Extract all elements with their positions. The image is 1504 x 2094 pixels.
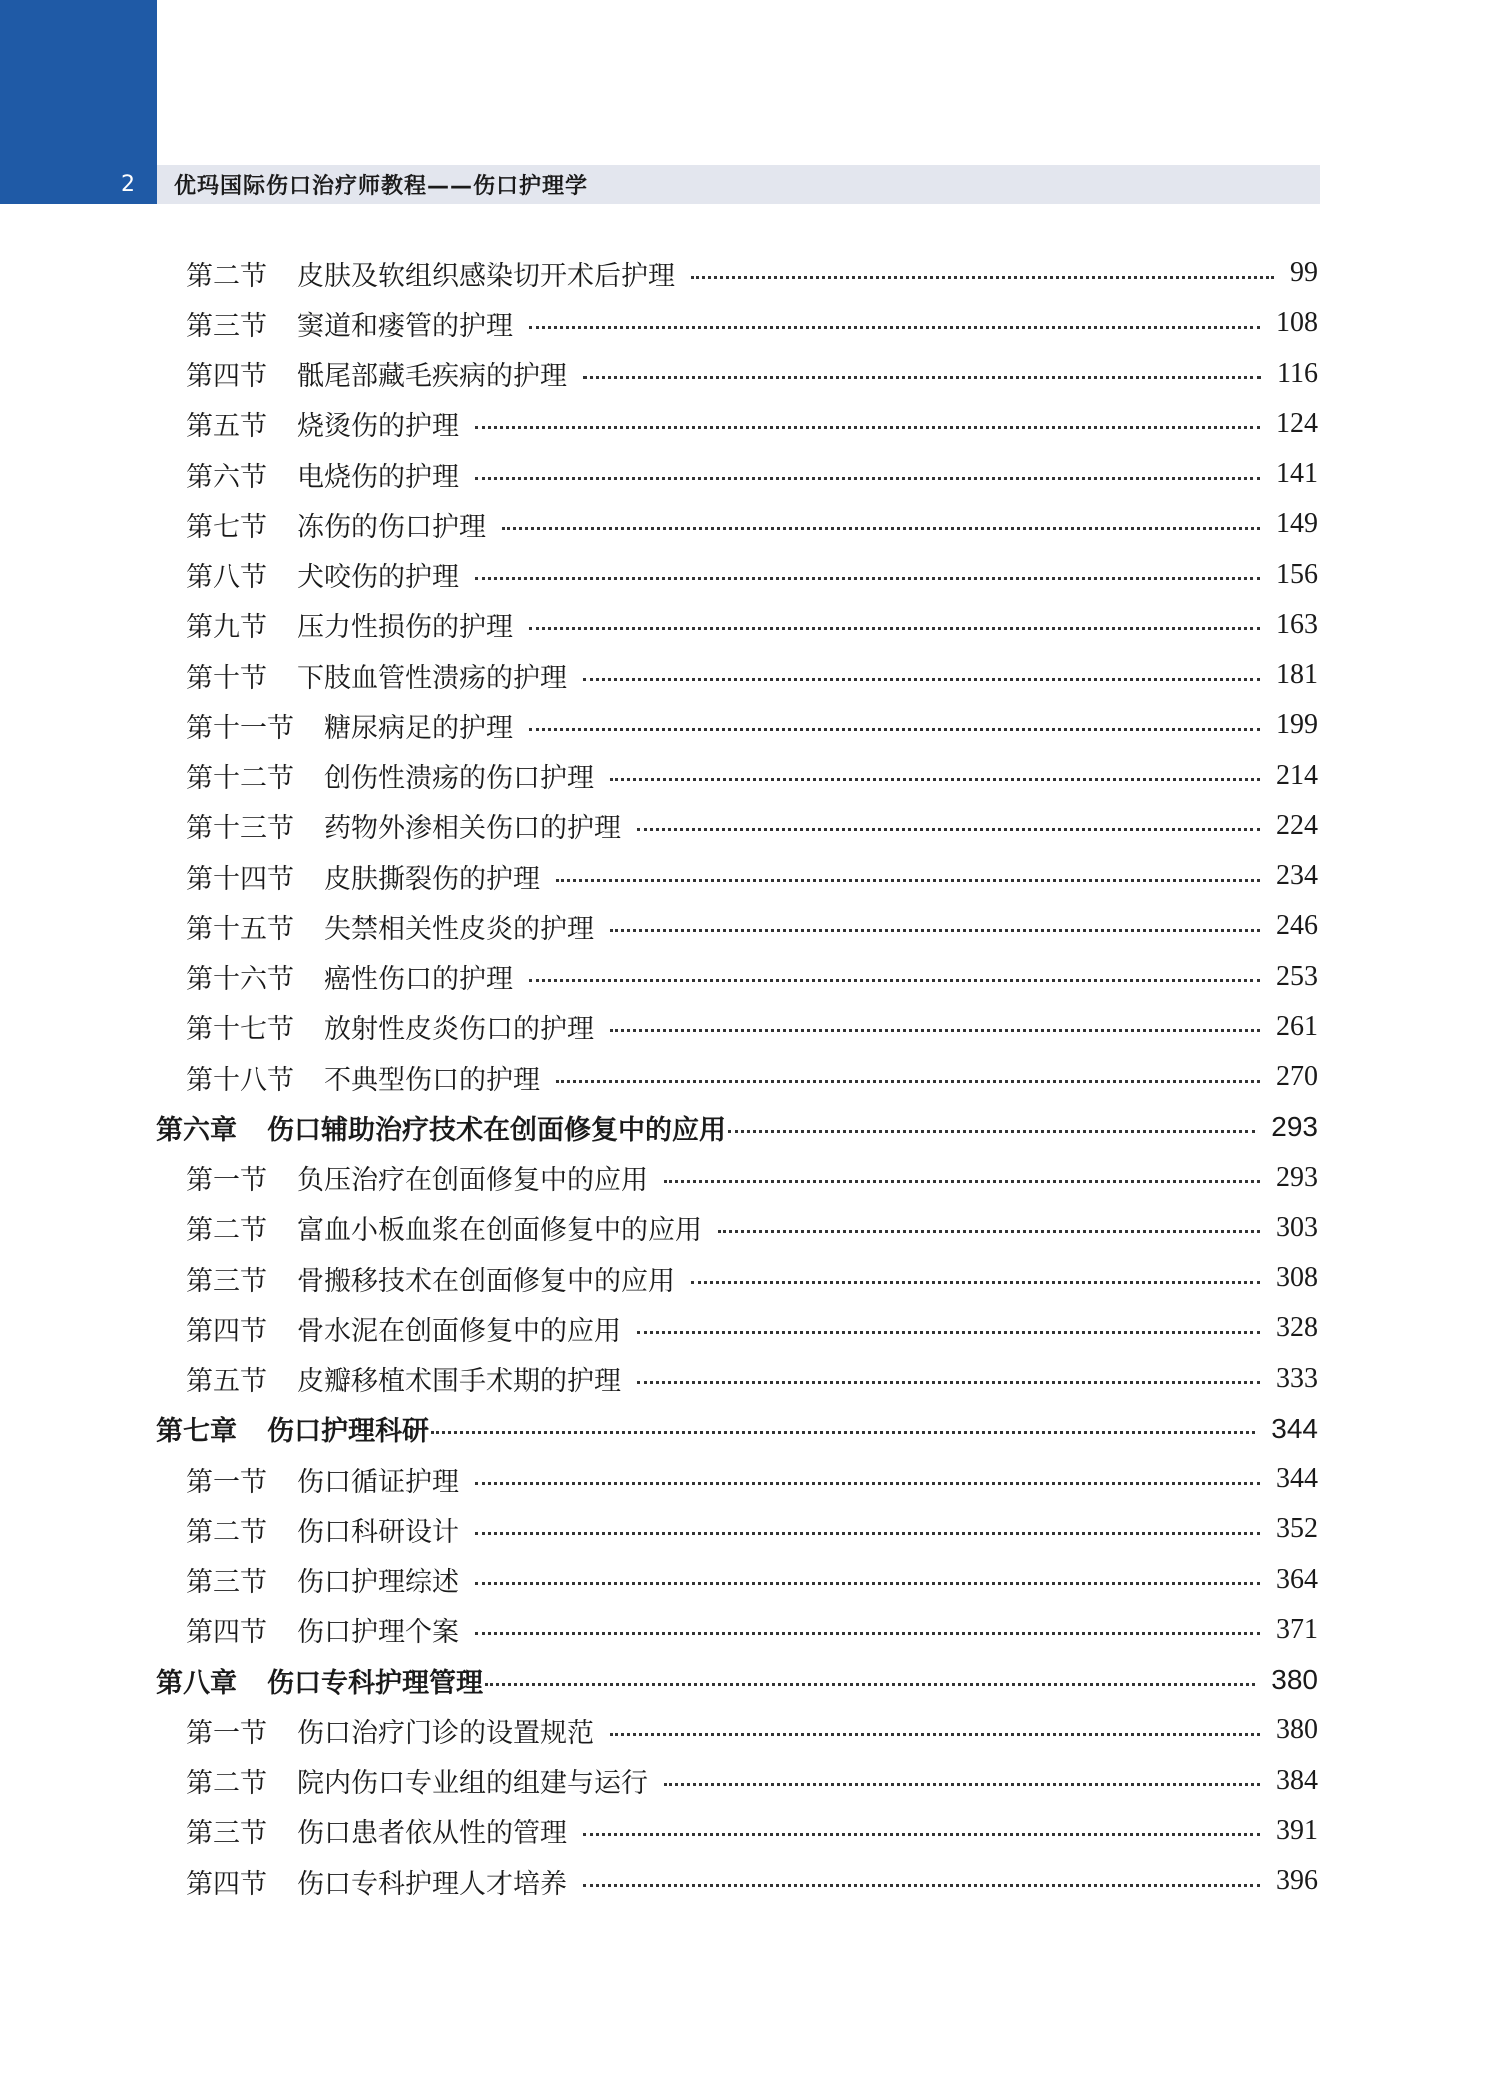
toc-entry-number: 第二节 bbox=[186, 1516, 267, 1548]
toc-entry-number: 第五节 bbox=[186, 411, 267, 443]
toc-entry-number: 第七节 bbox=[186, 511, 267, 543]
toc-entry-title: 骶尾部藏毛疾病的护理 bbox=[297, 361, 567, 392]
toc-entry-page: 270 bbox=[1276, 1061, 1318, 1092]
dot-leader bbox=[637, 1381, 1260, 1384]
dot-leader bbox=[664, 1180, 1260, 1183]
dot-leader bbox=[556, 1080, 1260, 1083]
toc-entry-title: 伤口辅助治疗技术在创面修复中的应用 bbox=[267, 1114, 726, 1146]
dot-leader bbox=[475, 426, 1260, 429]
toc-entry-title: 犬咬伤的护理 bbox=[297, 562, 459, 593]
toc-entry-number: 第十三节 bbox=[186, 813, 294, 845]
dot-leader bbox=[610, 778, 1260, 781]
toc-entry-title: 院内伤口专业组的组建与运行 bbox=[297, 1768, 648, 1799]
dot-leader bbox=[529, 627, 1260, 630]
toc-section-row[interactable] bbox=[186, 806, 1318, 846]
toc-entry-page: 384 bbox=[1276, 1764, 1318, 1796]
toc-entry-number: 第一节 bbox=[186, 1165, 267, 1196]
toc-section-row[interactable] bbox=[186, 1610, 1318, 1650]
toc-entry-title: 不典型伤口的护理 bbox=[324, 1064, 540, 1096]
toc-entry-number: 第三节 bbox=[186, 1265, 267, 1297]
dot-leader bbox=[529, 728, 1260, 731]
dot-leader bbox=[556, 879, 1260, 882]
toc-section-row[interactable] bbox=[186, 555, 1318, 595]
toc-entry-number: 第十七节 bbox=[186, 1014, 294, 1046]
toc-section-row[interactable] bbox=[186, 404, 1318, 444]
toc-entry-page: 371 bbox=[1276, 1613, 1318, 1645]
dot-leader bbox=[475, 1582, 1260, 1585]
toc-entry-number: 第四节 bbox=[186, 1315, 267, 1347]
toc-section-row[interactable] bbox=[186, 605, 1318, 645]
toc-section-row[interactable] bbox=[186, 1057, 1318, 1097]
toc-entry-number: 第八章 bbox=[156, 1667, 237, 1699]
dot-leader bbox=[475, 1632, 1260, 1635]
dot-leader bbox=[691, 276, 1274, 279]
toc-section-row[interactable] bbox=[186, 655, 1318, 695]
toc-entry-title: 皮肤撕裂伤的护理 bbox=[324, 863, 540, 895]
dot-leader bbox=[502, 527, 1260, 530]
toc-entry-page: 303 bbox=[1276, 1211, 1318, 1243]
toc-entry-title: 富血小板血浆在创面修复中的应用 bbox=[297, 1215, 702, 1247]
toc-chapter-row[interactable] bbox=[156, 1660, 1318, 1700]
toc-section-row[interactable] bbox=[186, 1509, 1318, 1549]
toc-section-row[interactable] bbox=[186, 1158, 1318, 1198]
toc-section-row[interactable] bbox=[186, 1359, 1318, 1399]
toc-entry-title: 压力性损伤的护理 bbox=[297, 612, 513, 644]
toc-entry-page: 116 bbox=[1277, 357, 1318, 389]
dot-leader bbox=[485, 1683, 1255, 1686]
toc-chapter-row[interactable] bbox=[156, 1107, 1318, 1147]
toc-entry-title: 电烧伤的护理 bbox=[297, 461, 459, 493]
toc-entry-number: 第十八节 bbox=[186, 1064, 294, 1096]
toc-entry-page: 181 bbox=[1276, 659, 1318, 690]
toc-entry-number: 第三节 bbox=[186, 1818, 267, 1850]
toc-entry-page: 352 bbox=[1276, 1513, 1318, 1545]
toc-entry-number: 第四节 bbox=[186, 361, 267, 392]
toc-section-row[interactable] bbox=[186, 504, 1318, 544]
toc-entry-page: 344 bbox=[1271, 1412, 1318, 1444]
toc-entry-number: 第四节 bbox=[186, 1868, 267, 1900]
toc-entry-number: 第六章 bbox=[156, 1114, 237, 1146]
toc-entry-title: 负压治疗在创面修复中的应用 bbox=[297, 1165, 648, 1196]
toc-entry-page: 293 bbox=[1276, 1161, 1318, 1193]
toc-entry-page: 364 bbox=[1276, 1563, 1318, 1595]
toc-section-row[interactable] bbox=[186, 253, 1318, 293]
toc-entry-title: 皮瓣移植术围手术期的护理 bbox=[297, 1366, 621, 1397]
toc-entry-title: 伤口护理个案 bbox=[297, 1617, 459, 1649]
toc-entry-page: 396 bbox=[1276, 1865, 1318, 1896]
toc-entry-title: 伤口患者依从性的管理 bbox=[297, 1818, 567, 1850]
toc-entry-title: 伤口治疗门诊的设置规范 bbox=[297, 1717, 594, 1749]
toc-section-row[interactable] bbox=[186, 1560, 1318, 1600]
toc-entry-number: 第十节 bbox=[186, 662, 267, 694]
toc-entry-title: 伤口循证护理 bbox=[297, 1466, 459, 1498]
dot-leader bbox=[728, 1130, 1255, 1133]
toc-section-row[interactable] bbox=[186, 354, 1318, 394]
toc-entry-title: 皮肤及软组织感染切开术后护理 bbox=[297, 260, 675, 292]
toc-section-row[interactable] bbox=[186, 705, 1318, 745]
dot-leader bbox=[610, 1733, 1260, 1736]
toc-entry-title: 癌性伤口的护理 bbox=[324, 964, 513, 995]
toc-entry-page: 214 bbox=[1276, 759, 1318, 791]
toc-entry-title: 伤口护理科研 bbox=[267, 1416, 429, 1448]
toc-entry-number: 第二节 bbox=[186, 1215, 267, 1247]
dot-leader bbox=[610, 929, 1260, 932]
toc-entry-number: 第三节 bbox=[186, 1567, 267, 1598]
toc-entry-page: 149 bbox=[1276, 508, 1318, 540]
toc-entry-page: 156 bbox=[1276, 558, 1318, 590]
book-title: 优玛国际伤口治疗师教程——伤口护理学 bbox=[174, 174, 589, 199]
dot-leader bbox=[529, 326, 1260, 329]
toc-section-row[interactable] bbox=[186, 957, 1318, 997]
toc-section-row[interactable] bbox=[186, 454, 1318, 494]
toc-entry-page: 124 bbox=[1276, 407, 1318, 439]
toc-entry-number: 第二节 bbox=[186, 1768, 267, 1799]
dot-leader bbox=[691, 1281, 1260, 1284]
toc-entry-title: 下肢血管性溃疡的护理 bbox=[297, 662, 567, 694]
dot-leader bbox=[637, 1331, 1260, 1334]
toc-section-row[interactable] bbox=[186, 1710, 1318, 1750]
toc-entry-title: 伤口科研设计 bbox=[297, 1516, 459, 1548]
toc-section-row[interactable] bbox=[186, 906, 1318, 946]
toc-section-row[interactable] bbox=[186, 1861, 1318, 1901]
dot-leader bbox=[637, 828, 1260, 831]
toc-entry-page: 163 bbox=[1276, 608, 1318, 640]
toc-entry-page: 246 bbox=[1276, 910, 1318, 942]
toc-entry-page: 99 bbox=[1290, 257, 1318, 288]
toc-entry-page: 380 bbox=[1276, 1714, 1318, 1746]
toc-entry-page: 308 bbox=[1276, 1262, 1318, 1293]
toc-entry-title: 失禁相关性皮炎的护理 bbox=[324, 913, 594, 945]
page-number: 2 bbox=[121, 172, 135, 197]
toc-entry-number: 第十六节 bbox=[186, 964, 294, 995]
toc-entry-title: 伤口护理综述 bbox=[297, 1567, 459, 1598]
dot-leader bbox=[583, 1833, 1260, 1836]
toc-entry-title: 放射性皮炎伤口的护理 bbox=[324, 1014, 594, 1046]
toc-entry-page: 234 bbox=[1276, 860, 1318, 891]
toc-entry-page: 253 bbox=[1276, 960, 1318, 992]
dot-leader bbox=[475, 1532, 1260, 1535]
toc-entry-page: 333 bbox=[1276, 1362, 1318, 1394]
toc-entry-title: 骨搬移技术在创面修复中的应用 bbox=[297, 1265, 675, 1297]
toc-chapter-row[interactable] bbox=[156, 1409, 1318, 1449]
toc-entry-number: 第三节 bbox=[186, 310, 267, 342]
toc-section-row[interactable] bbox=[186, 756, 1318, 796]
toc-entry-number: 第七章 bbox=[156, 1416, 237, 1448]
dot-leader bbox=[718, 1230, 1260, 1233]
toc-entry-title: 窦道和瘘管的护理 bbox=[297, 310, 513, 342]
toc-entry-number: 第六节 bbox=[186, 461, 267, 493]
dot-leader bbox=[431, 1431, 1255, 1434]
dot-leader bbox=[664, 1783, 1260, 1786]
toc-entry-page: 391 bbox=[1276, 1814, 1318, 1846]
toc-entry-page: 141 bbox=[1276, 458, 1318, 489]
toc-entry-number: 第十四节 bbox=[186, 863, 294, 895]
toc-entry-number: 第一节 bbox=[186, 1466, 267, 1498]
toc-entry-title: 药物外渗相关伤口的护理 bbox=[324, 813, 621, 845]
toc-entry-page: 261 bbox=[1276, 1010, 1318, 1042]
toc-section-row[interactable] bbox=[186, 1811, 1318, 1851]
toc-section-row[interactable] bbox=[186, 1308, 1318, 1348]
toc-section-row[interactable] bbox=[186, 303, 1318, 343]
toc-entry-page: 199 bbox=[1276, 709, 1318, 741]
toc-section-row[interactable] bbox=[186, 856, 1318, 896]
dot-leader bbox=[583, 1884, 1260, 1887]
dot-leader bbox=[583, 678, 1260, 681]
toc-section-row[interactable] bbox=[186, 1761, 1318, 1801]
dot-leader bbox=[610, 1029, 1260, 1032]
toc-entry-title: 伤口专科护理管理 bbox=[267, 1667, 483, 1699]
toc-section-row[interactable] bbox=[186, 1459, 1318, 1499]
toc-entry-page: 293 bbox=[1271, 1111, 1318, 1143]
toc-entry-number: 第四节 bbox=[186, 1617, 267, 1649]
dot-leader bbox=[529, 979, 1260, 982]
toc-entry-page: 224 bbox=[1276, 809, 1318, 841]
toc-entry-page: 380 bbox=[1271, 1664, 1318, 1695]
dot-leader bbox=[583, 376, 1261, 379]
toc-entry-page: 328 bbox=[1276, 1312, 1318, 1344]
toc-entry-title: 创伤性溃疡的伤口护理 bbox=[324, 763, 594, 794]
dot-leader bbox=[475, 477, 1260, 480]
toc-entry-number: 第十一节 bbox=[186, 712, 294, 744]
dot-leader bbox=[475, 1482, 1260, 1485]
toc-entry-number: 第九节 bbox=[186, 612, 267, 644]
toc-entry-number: 第八节 bbox=[186, 562, 267, 593]
toc-entry-title: 烧烫伤的护理 bbox=[297, 411, 459, 443]
toc-entry-number: 第五节 bbox=[186, 1366, 267, 1397]
toc-entry-number: 第十二节 bbox=[186, 763, 294, 794]
toc-entry-page: 344 bbox=[1276, 1463, 1318, 1494]
toc-entry-number: 第二节 bbox=[186, 260, 267, 292]
toc-entry-title: 伤口专科护理人才培养 bbox=[297, 1868, 567, 1900]
toc-section-row[interactable] bbox=[186, 1007, 1318, 1047]
toc-entry-title: 骨水泥在创面修复中的应用 bbox=[297, 1315, 621, 1347]
toc-section-row[interactable] bbox=[186, 1258, 1318, 1298]
dot-leader bbox=[475, 577, 1260, 580]
toc-entry-number: 第十五节 bbox=[186, 913, 294, 945]
toc-section-row[interactable] bbox=[186, 1208, 1318, 1248]
toc-entry-number: 第一节 bbox=[186, 1717, 267, 1749]
toc-entry-page: 108 bbox=[1276, 307, 1318, 339]
toc-entry-title: 冻伤的伤口护理 bbox=[297, 511, 486, 543]
toc-entry-title: 糖尿病足的护理 bbox=[324, 712, 513, 744]
